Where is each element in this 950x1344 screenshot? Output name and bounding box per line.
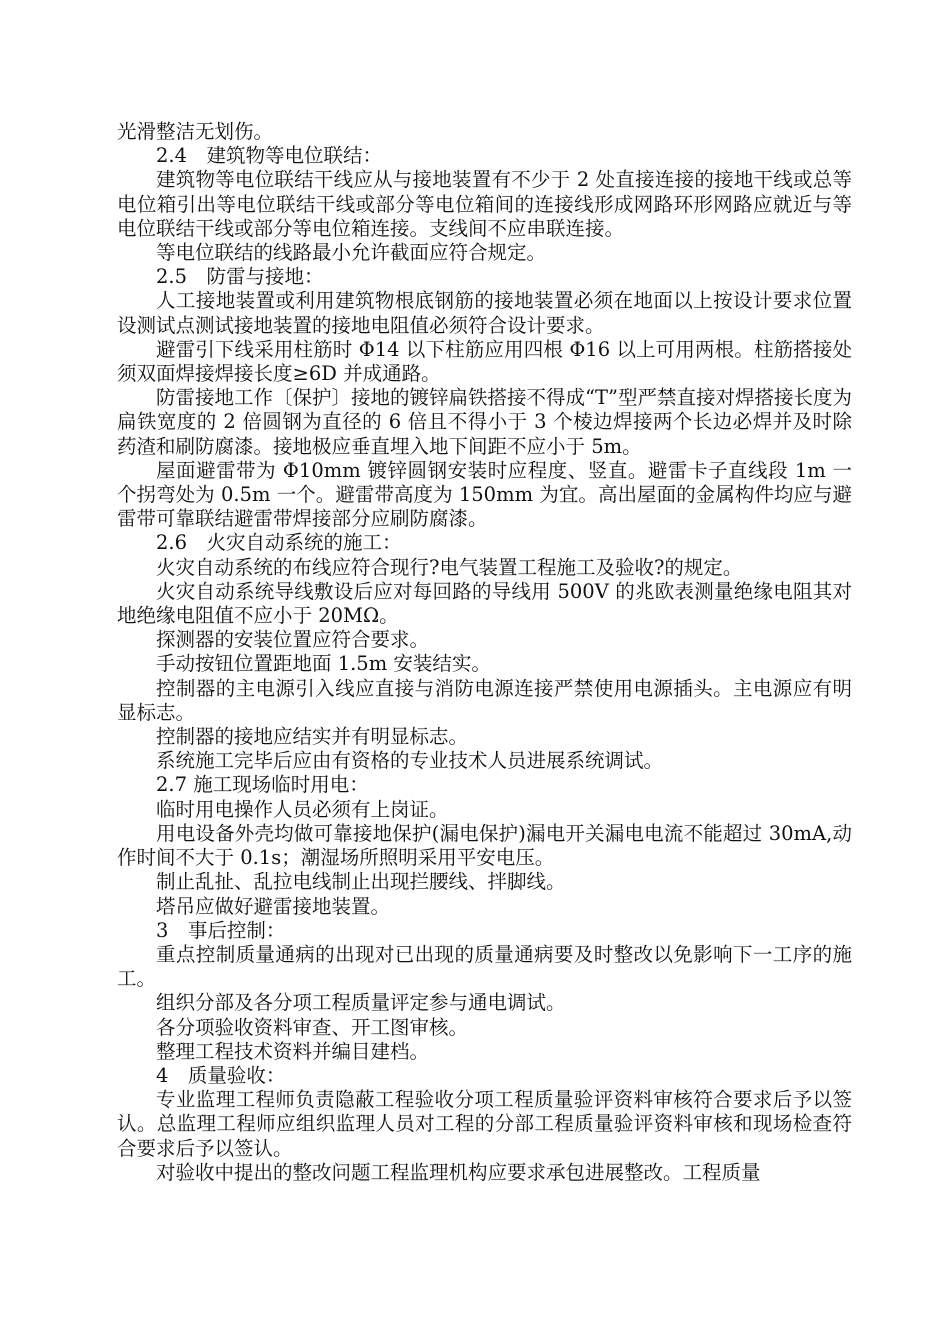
paragraph: 用电设备外壳均做可靠接地保护(漏电保护)漏电开关漏电电流不能超过 30mA,动作时间不大于 0.1s；潮湿场所照明采用平安电压。 [117, 821, 852, 870]
paragraph: 光滑整洁无划伤。 [117, 120, 274, 143]
paragraph: 系统施工完毕后应由有资格的专业技术人员进展系统调试。 [156, 749, 664, 773]
paragraph: 人工接地装置或利用建筑物根底钢筋的接地装置必须在地面以上按设计要求位置设测试点测试接地装置的接地电阻值必须符合设计要求。 [117, 289, 852, 337]
section-heading-2-7: 2.7 施工现场临时用电： [156, 773, 369, 797]
document-body [117, 120, 852, 1185]
paragraph: 建筑物等电位联结干线应从与接地装置有不少于 2 处直接连接的接地干线或总等电位箱引出等电位联结干线或部分等电位箱间的连接线形成网路环形网路应就近与等电位联结干线或部分等电位箱连接。支线间不应串联连接。 [117, 168, 852, 240]
paragraph: 控制器的接地应结实并有明显标志。 [156, 725, 469, 749]
paragraph: 组织分部及各分项工程质量评定参与通电调试。 [156, 991, 566, 1015]
paragraph: 对验收中提出的整改问题工程监理机构应要求承包进展整改。工程质量 [156, 1160, 761, 1184]
section-heading-2-6: 2.6 火灾自动系统的施工： [156, 531, 402, 555]
paragraph: 火灾自动系统导线敷设后应对每回路的导线用 500V 的兆欧表测量绝缘电阻其对地绝缘电阻值不应小于 20MΩ。 [117, 579, 852, 628]
paragraph: 控制器的主电源引入线应直接与消防电源连接严禁使用电源插头。主电源应有明显标志。 [117, 676, 852, 724]
paragraph: 制止乱扯、乱拉电线制止出现拦腰线、拌脚线。 [156, 870, 566, 894]
paragraph: 避雷引下线采用柱筋时 Φ14 以下柱筋应用四根 Φ16 以上可用两根。柱筋搭接处须双面焊接焊接长度≥6D 并成通路。 [117, 337, 852, 386]
paragraph: 临时用电操作人员必须有上岗证。 [156, 797, 449, 821]
paragraph: 重点控制质量通病的出现对已出现的质量通病要及时整改以免影响下一工序的施工。 [117, 942, 852, 991]
paragraph: 手动按钮位置距地面 1.5m 安装结实。 [156, 652, 491, 676]
section-heading-2-5: 2.5 防雷与接地： [156, 265, 324, 289]
paragraph: 屋面避雷带为 Φ10mm 镀锌圆钢安装时应程度、竖直。避雷卡子直线段 1m 一个拐弯处为 0.5m 一个。避雷带高度为 150mm 为宜。高出屋面的金属构件均应与避雷带可靠联结避雷带焊接部分应刷防腐漆。 [117, 458, 852, 531]
paragraph: 塔吊应做好避雷接地装置。 [156, 894, 391, 918]
paragraph: 各分项验收资料审查、开工图审核。 [156, 1015, 469, 1039]
section-heading-4: 4 质量验收： [156, 1063, 286, 1087]
section-heading-2-4: 2.4 建筑物等电位联结： [156, 144, 383, 168]
paragraph: 等电位联结的线路最小允许截面应符合规定。 [156, 241, 547, 265]
paragraph: 专业监理工程师负责隐蔽工程验收分项工程质量验评资料审核符合要求后予以签认。总监理工程师应组织监理人员对工程的分部工程质量验评资料审核和现场检查符合要求后予以签认。 [117, 1088, 852, 1160]
paragraph: 防雷接地工作〔保护〕接地的镀锌扁铁搭接不得成“T”型严禁直接对焊搭接长度为扁铁宽度的 2 倍圆钢为直径的 6 倍且不得小于 3 个棱边焊接两个长边必焊并及时除药渣和刷防腐漆。接地极应垂直埋入地下间距不应小于 5m。 [117, 386, 852, 458]
section-heading-3: 3 事后控制： [156, 918, 286, 942]
paragraph: 探测器的安装位置应符合要求。 [156, 628, 430, 652]
paragraph: 火灾自动系统的布线应符合现行?电气装置工程施工及验收?的规定。 [156, 555, 743, 579]
paragraph: 整理工程技术资料并编目建档。 [156, 1039, 430, 1063]
